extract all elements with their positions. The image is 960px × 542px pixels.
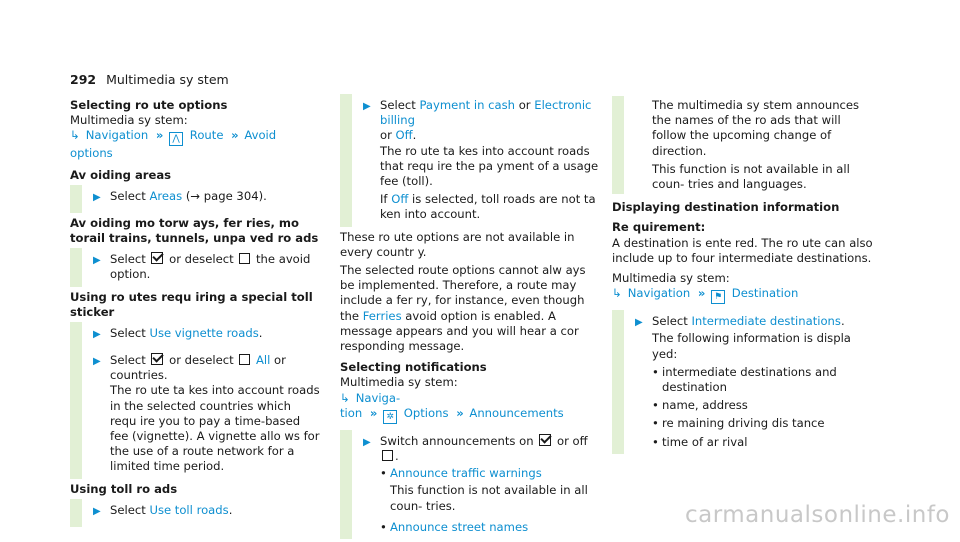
link-payment-in-cash[interactable]: Payment in cash (419, 98, 516, 112)
double-chevron-icon: » (456, 405, 462, 420)
heading-avoiding-areas: Av oiding areas (70, 167, 172, 182)
step-arrow-icon: ▶ (93, 255, 101, 267)
double-chevron-icon: » (155, 128, 162, 143)
link-navigation[interactable]: Naviga- (355, 390, 401, 405)
para-ferries: The selected route options cannot alw ays be implemented. Therefore, a route may include a fer ry, for instance, even though the Ferries avoid option is enabled. A message appears and you will hear a cor responding message. (340, 263, 586, 354)
menu-path (612, 286, 874, 304)
step-arrow-icon: ▶ (635, 317, 643, 329)
step-intermediate: ▶ Select Intermediate destinations. The following information is displa yed: • intermediate destinations and destination • name, address • re maining driving dis tance • time of ar rival (612, 314, 874, 450)
path-arrow-icon: ↳ (340, 390, 350, 405)
note-street-names: The multimedia sy stem announces the names of the ro ads that will follow the upcoming change of direction. This function is not available in all coun- tries and languages. (612, 98, 874, 192)
menu-path (70, 128, 320, 146)
page-number: 292 (70, 72, 97, 87)
path-arrow-icon: ↳ (612, 286, 622, 301)
route-icon: ⋀ (169, 132, 183, 146)
system-label: Multimedia sy stem: (612, 271, 730, 286)
menu-path-cont (70, 146, 320, 161)
link-off[interactable]: Off (395, 128, 413, 143)
heading-notifications: Selecting notifications (340, 360, 487, 375)
checkbox-checked-icon (539, 434, 551, 446)
heading-avoiding-motorways: Av oiding mo torw ays, fer ries, mo torail trains, tunnels, unpa ved ro ads (70, 215, 319, 246)
watermark: carmanualsonline.info (684, 502, 950, 528)
link-announce-traffic-warnings[interactable]: Announce traffic warnings (390, 466, 542, 481)
system-label: Multimedia sy stem: (340, 375, 458, 390)
double-chevron-icon: » (369, 405, 376, 420)
link-intermediate-destinations[interactable]: Intermediate destinations (691, 314, 841, 329)
link-avoid[interactable]: Avoid (244, 128, 277, 143)
link-electronic-billing[interactable]: Electronic billing (380, 98, 592, 128)
link-route[interactable]: Route (189, 128, 224, 143)
checkbox-empty-icon (239, 354, 250, 365)
system-label: Multimedia sy stem: (70, 113, 188, 128)
link-navigation-cont[interactable]: tion (340, 405, 363, 420)
link-options[interactable]: options (70, 146, 113, 161)
step-vignette: ▶ Select Use vignette roads. (70, 326, 320, 346)
list-item: • Announce traffic warnings This function is not available in all coun- tries. (380, 466, 602, 514)
checkbox-empty-icon (382, 450, 393, 461)
link-destination[interactable]: Destination (731, 286, 799, 301)
heading-toll-sticker: Using ro utes requ iring a special toll sticker (70, 289, 313, 319)
heading-destination-info: Displaying destination information (612, 200, 840, 215)
checkbox-checked-icon (151, 252, 163, 264)
link-use-vignette-roads[interactable]: Use vignette roads (149, 326, 259, 341)
heading-route-options: Selecting ro ute options (70, 98, 228, 112)
column-3 (612, 98, 874, 457)
path-arrow-icon: ↳ (70, 128, 80, 143)
list-item: • name, address (652, 398, 874, 413)
link-announce-street-names[interactable]: Announce street names (390, 519, 529, 534)
step-arrow-icon: ▶ (93, 505, 101, 517)
step-arrow-icon: ▶ (93, 329, 101, 341)
column-2 (340, 98, 602, 542)
double-chevron-icon: » (697, 286, 704, 301)
list-item: • re maining driving dis tance (652, 416, 874, 431)
menu-path-cont (340, 406, 602, 424)
checkbox-checked-icon (151, 353, 163, 365)
step-arrow-icon: ▶ (363, 436, 371, 448)
step-body: The ro ute ta kes into account roads that requ ire the pa yment of a usage fee (toll). (380, 143, 599, 189)
gear-icon: ✲ (383, 410, 397, 424)
step-announcements: ▶ Switch announcements on or off . • Announce traffic warnings This function is not available in all coun- tries. • Announce street names (340, 434, 602, 535)
link-use-toll-roads[interactable]: Use toll roads (149, 502, 229, 517)
list-item: • intermediate destinations and destination (652, 365, 874, 395)
page-header (70, 72, 229, 87)
link-options[interactable]: Options (403, 405, 449, 420)
step-arrow-icon: ▶ (363, 101, 371, 112)
list-item: • time of ar rival (652, 435, 874, 450)
step-payment: ▶ Select Payment in cash or Electronic billing or Off. The ro ute ta kes into account roads that requ ire the pa yment of a usage fee (toll). If Off is selected, toll roads are not ta ken into account. (340, 98, 602, 223)
step-select-areas: ▶ Select Areas (→ page 304). (70, 189, 320, 209)
flag-icon: ⚑ (711, 290, 725, 304)
info-list (652, 365, 874, 450)
double-chevron-icon: » (231, 128, 237, 143)
step-arrow-icon: ▶ (93, 356, 101, 368)
link-all[interactable]: All (256, 353, 271, 368)
link-ferries[interactable]: Ferries (362, 308, 402, 323)
column-1 (70, 98, 320, 530)
requirement-body: A destination is ente red. The ro ute can also include up to four intermediate destinations. (612, 235, 873, 265)
link-navigation[interactable]: Navigation (85, 128, 149, 143)
step-arrow-icon: ▶ (93, 191, 101, 203)
menu-path (340, 391, 602, 406)
checkbox-empty-icon (239, 253, 250, 264)
para-availability: These ro ute options are not available in every countr y. (340, 229, 575, 259)
link-navigation[interactable]: Navigation (627, 286, 691, 301)
link-areas[interactable]: Areas (149, 188, 183, 203)
step-body: The ro ute ta kes into account roads in the selected countries which requ ire you to pay a time-based fee (vignette). A vignette allo ws for the use of a route network for a limited time period. (110, 383, 320, 474)
link-off-2[interactable]: Off (391, 192, 409, 207)
announcement-list (380, 466, 602, 535)
section-title: Multimedia sy stem (106, 72, 229, 87)
step-toll-roads: ▶ Select Use toll roads. (70, 503, 320, 523)
heading-requirement: Re quirement: (612, 220, 706, 235)
step-countries: ▶ Select or deselect All or countries. The ro ute ta kes into account roads in the selected countries which requ ire you to pay a time-based fee (vignette). A vignette allo ws for the use of a route network for a limited time period. (70, 353, 320, 475)
link-announcements[interactable]: Announcements (469, 405, 564, 420)
step-avoid-option: ▶ Select or deselect the avoid option. (70, 252, 320, 282)
heading-toll-roads: Using toll ro ads (70, 481, 178, 496)
